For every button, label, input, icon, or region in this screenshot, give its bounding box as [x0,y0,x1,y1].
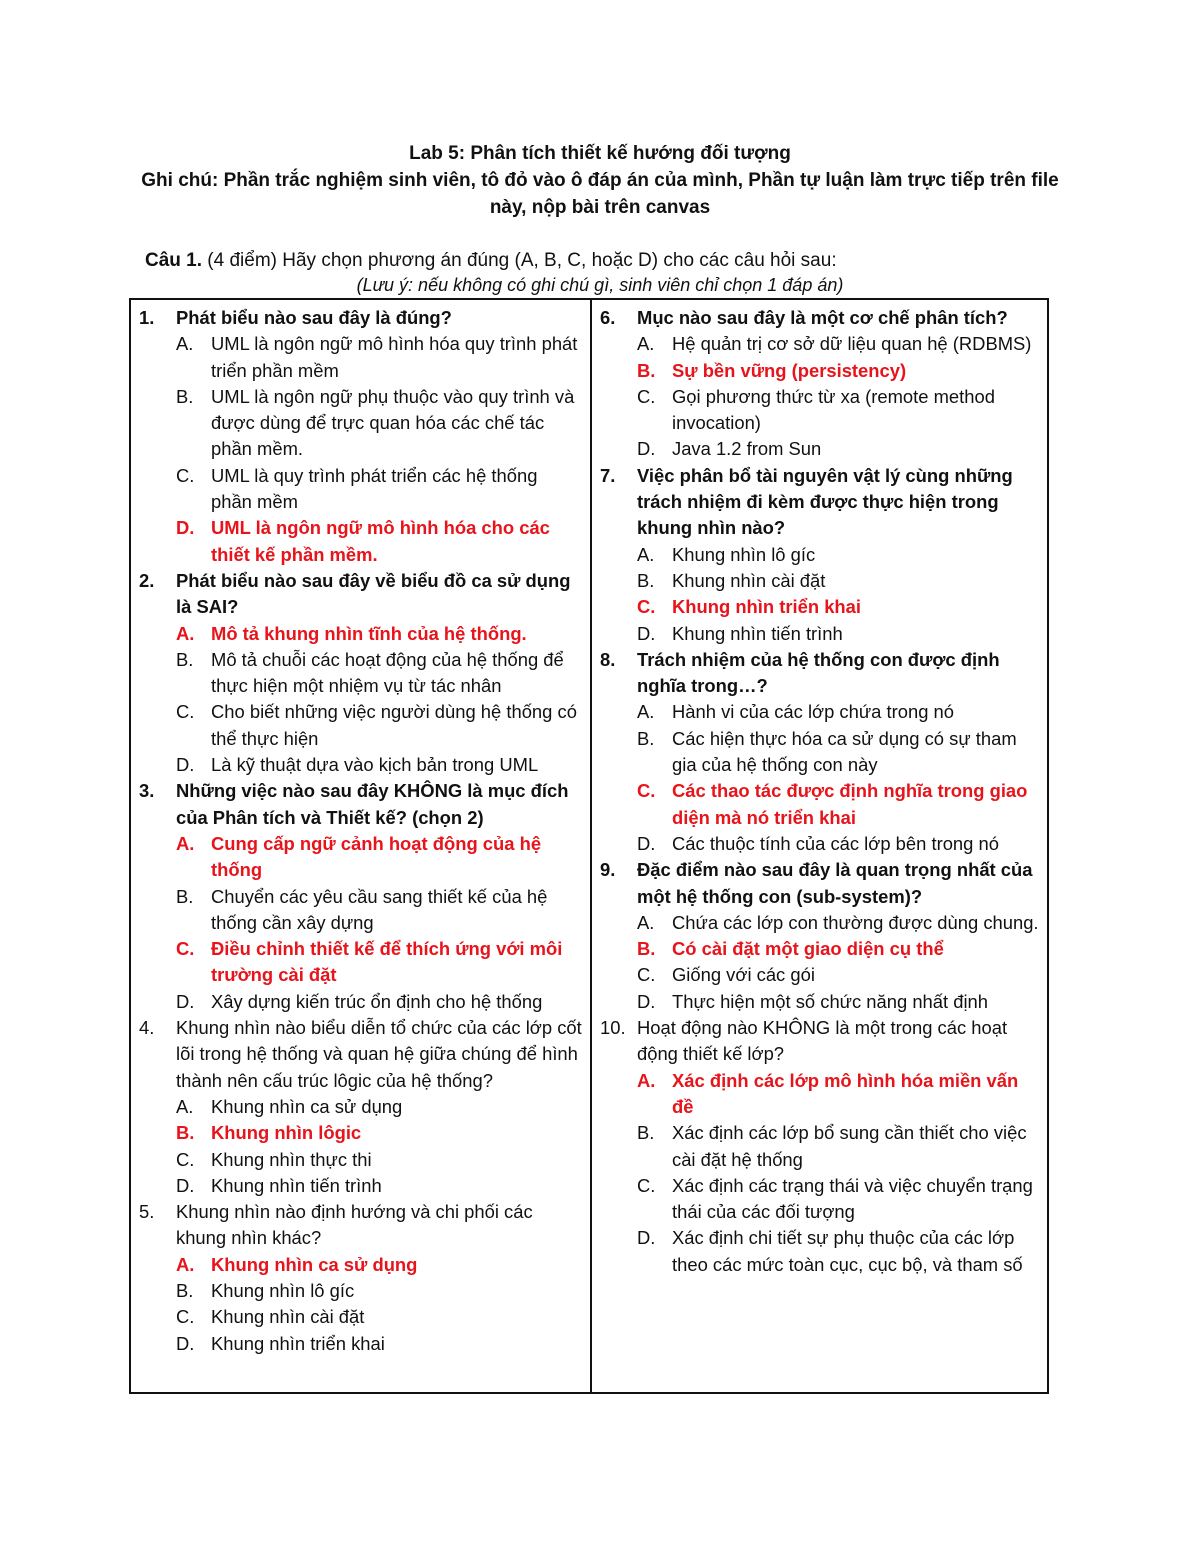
question-5 [139,1199,582,1252]
question-6 [600,305,1039,331]
option-4c[interactable]: C. Khung nhìn thực thi [176,1148,372,1170]
option-9b-answer[interactable]: B. Có cài đặt một giao diện cụ thể [637,938,944,960]
question-number: 3. [139,780,155,802]
option-8a[interactable]: A. Hành vi của các lớp chứa trong nó [637,701,954,723]
option-1d-answer[interactable]: D. UML là ngôn ngữ mô hình hóa cho các thiết kế phần mềm. [176,517,550,565]
option-7a[interactable]: A. Khung nhìn lô gíc [637,543,816,565]
question-9 [600,857,1039,910]
document-title: Lab 5: Phân tích thiết kế hướng đối tượng [409,143,791,164]
question-10 [600,1015,1039,1068]
option-3b[interactable]: B. Chuyển các yêu cầu sang thiết kế của hệ thống cần xây dựng [176,885,548,933]
option-4d[interactable]: D. Khung nhìn tiến trình [176,1174,382,1196]
option-1c[interactable]: C. UML là quy trình phát triển các hệ thống phần mềm [176,464,538,513]
section-label: Câu 1. [145,250,203,271]
option-9d[interactable]: D. Thực hiện một số chức năng nhất định [637,990,988,1012]
question-number: 2. [139,569,155,591]
question-number: 7. [600,464,616,486]
question-list-left [139,305,582,1357]
question-table [129,298,1049,1394]
option-10c[interactable]: C. Xác định các trạng thái và việc chuyển trạng thái của các đối tượng [637,1174,1033,1223]
question-number: 9. [600,859,616,881]
option-10b[interactable]: B. Xác định các lớp bổ sung cần thiết cho việc cài đặt hệ thống [637,1122,1027,1170]
section-instruction-text: (4 điểm) Hãy chọn phương án đúng (A, B, C, hoặc D) cho các câu hỏi sau: [202,250,837,271]
option-7b[interactable]: B. Khung nhìn cài đặt [637,569,826,591]
question-number: 1. [139,307,155,328]
option-7c-answer[interactable]: C. Khung nhìn triển khai [637,596,862,618]
option-1b[interactable]: B. UML là ngôn ngữ phụ thuộc vào quy trình và được dùng để trực quan hóa các chế tác phần mềm. [176,385,575,460]
option-5c[interactable]: C. Khung nhìn cài đặt [176,1306,365,1328]
question-text: Đặc điểm nào sau đây là quan trọng nhất của một hệ thống con (sub-system)? [637,859,1033,907]
question-3 [139,778,582,831]
left-column [130,299,591,1393]
option-6d[interactable]: D. Java 1.2 from Sun [637,438,822,460]
option-5b[interactable]: B. Khung nhìn lô gíc [176,1279,355,1301]
option-9a[interactable]: A. Chứa các lớp con thường được dùng chung. [637,911,1039,933]
option-4b-answer[interactable]: B. Khung nhìn lôgic [176,1122,362,1144]
question-number: 4. [139,1017,155,1039]
question-text: Hoạt động nào KHÔNG là một trong các hoạt động thiết kế lớp? [637,1017,1008,1065]
option-9c[interactable]: C. Giống với các gói [637,964,815,986]
option-2b[interactable]: B. Mô tả chuỗi các hoạt động của hệ thống để thực hiện một nhiệm vụ từ tác nhân [176,648,564,697]
option-7d[interactable]: D. Khung nhìn tiến trình [637,622,843,644]
question-text: Trách nhiệm của hệ thống con được định nghĩa trong…? [637,648,1000,697]
question-text: Phát biểu nào sau đây là đúng? [176,307,452,328]
question-text: Việc phân bổ tài nguyên vật lý cùng những trách nhiệm đi kèm được thực hiện trong khung nhìn nào? [637,464,1013,539]
right-column [591,299,1048,1393]
option-6c[interactable]: C. Gọi phương thức từ xa (remote method invocation) [637,385,995,434]
option-6b-answer[interactable]: B. Sự bền vững (persistency) [637,359,907,381]
option-8c-answer[interactable]: C. Các thao tác được định nghĩa trong giao diện mà nó triển khai [637,780,1028,828]
section-note: (Lưu ý: nếu không có ghi chú gì, sinh viên chỉ chọn 1 đáp án) [356,275,844,295]
option-3d[interactable]: D. Xây dựng kiến trúc ổn định cho hệ thống [176,990,543,1012]
document-subtitle: Ghi chú: Phần trắc nghiệm sinh viên, tô đỏ vào ô đáp án của mình, Phần tự luận làm trực tiếp trên file này, nộp bài trên canvas [141,170,1059,218]
option-8d[interactable]: D. Các thuộc tính của các lớp bên trong nó [637,832,999,854]
question-7 [600,463,1039,542]
question-number: 8. [600,648,616,670]
option-3c-answer[interactable]: C. Điều chỉnh thiết kế để thích ứng với môi trường cài đặt [176,938,563,986]
option-8b[interactable]: B. Các hiện thực hóa ca sử dụng có sự tham gia của hệ thống con này [637,727,1017,776]
option-5a-answer[interactable]: A. Khung nhìn ca sử dụng [176,1253,418,1275]
option-5d[interactable]: D. Khung nhìn triển khai [176,1332,385,1354]
question-text: Những việc nào sau đây KHÔNG là mục đích của Phân tích và Thiết kế? (chọn 2) [176,780,569,828]
question-8 [600,647,1039,700]
option-2c[interactable]: C. Cho biết những việc người dùng hệ thống có thể thực hiện [176,701,577,749]
option-4a[interactable]: A. Khung nhìn ca sử dụng [176,1095,403,1117]
question-text: Khung nhìn nào biểu diễn tổ chức của các lớp cốt lõi trong hệ thống và quan hệ giữa chúng để hình thành nên cấu trúc lôgic của hệ thống? [176,1017,582,1091]
option-1a[interactable]: A. UML là ngôn ngữ mô hình hóa quy trình phát triển phần mềm [176,333,578,381]
question-text: Mục nào sau đây là một cơ chế phân tích? [637,307,1008,328]
option-2d[interactable]: D. Là kỹ thuật dựa vào kịch bản trong UML [176,754,539,776]
document-header [130,140,1070,221]
option-6a[interactable]: A. Hệ quản trị cơ sở dữ liệu quan hệ (RDBMS) [637,333,1032,355]
option-3a-answer[interactable]: A. Cung cấp ngữ cảnh hoạt động của hệ thống [176,832,542,881]
question-4 [139,1015,582,1094]
question-text: Phát biểu nào sau đây về biểu đồ ca sử dụng là SAI? [176,569,571,618]
option-10a-answer[interactable]: A. Xác định các lớp mô hình hóa miền vấn đề [637,1069,1019,1117]
question-number: 10. [600,1017,626,1039]
question-number: 5. [139,1201,155,1223]
question-1 [139,305,582,331]
question-list-right [600,305,1039,1278]
question-text: Khung nhìn nào định hướng và chi phối các khung nhìn khác? [176,1201,533,1249]
option-2a-answer[interactable]: A. Mô tả khung nhìn tĩnh của hệ thống. [176,622,527,644]
question-number: 6. [600,307,616,328]
question-2 [139,568,582,621]
option-10d[interactable]: D. Xác định chi tiết sự phụ thuộc của các lớp theo các mức toàn cục, cục bộ, và tham số [637,1227,1023,1275]
section-instruction [145,247,837,274]
